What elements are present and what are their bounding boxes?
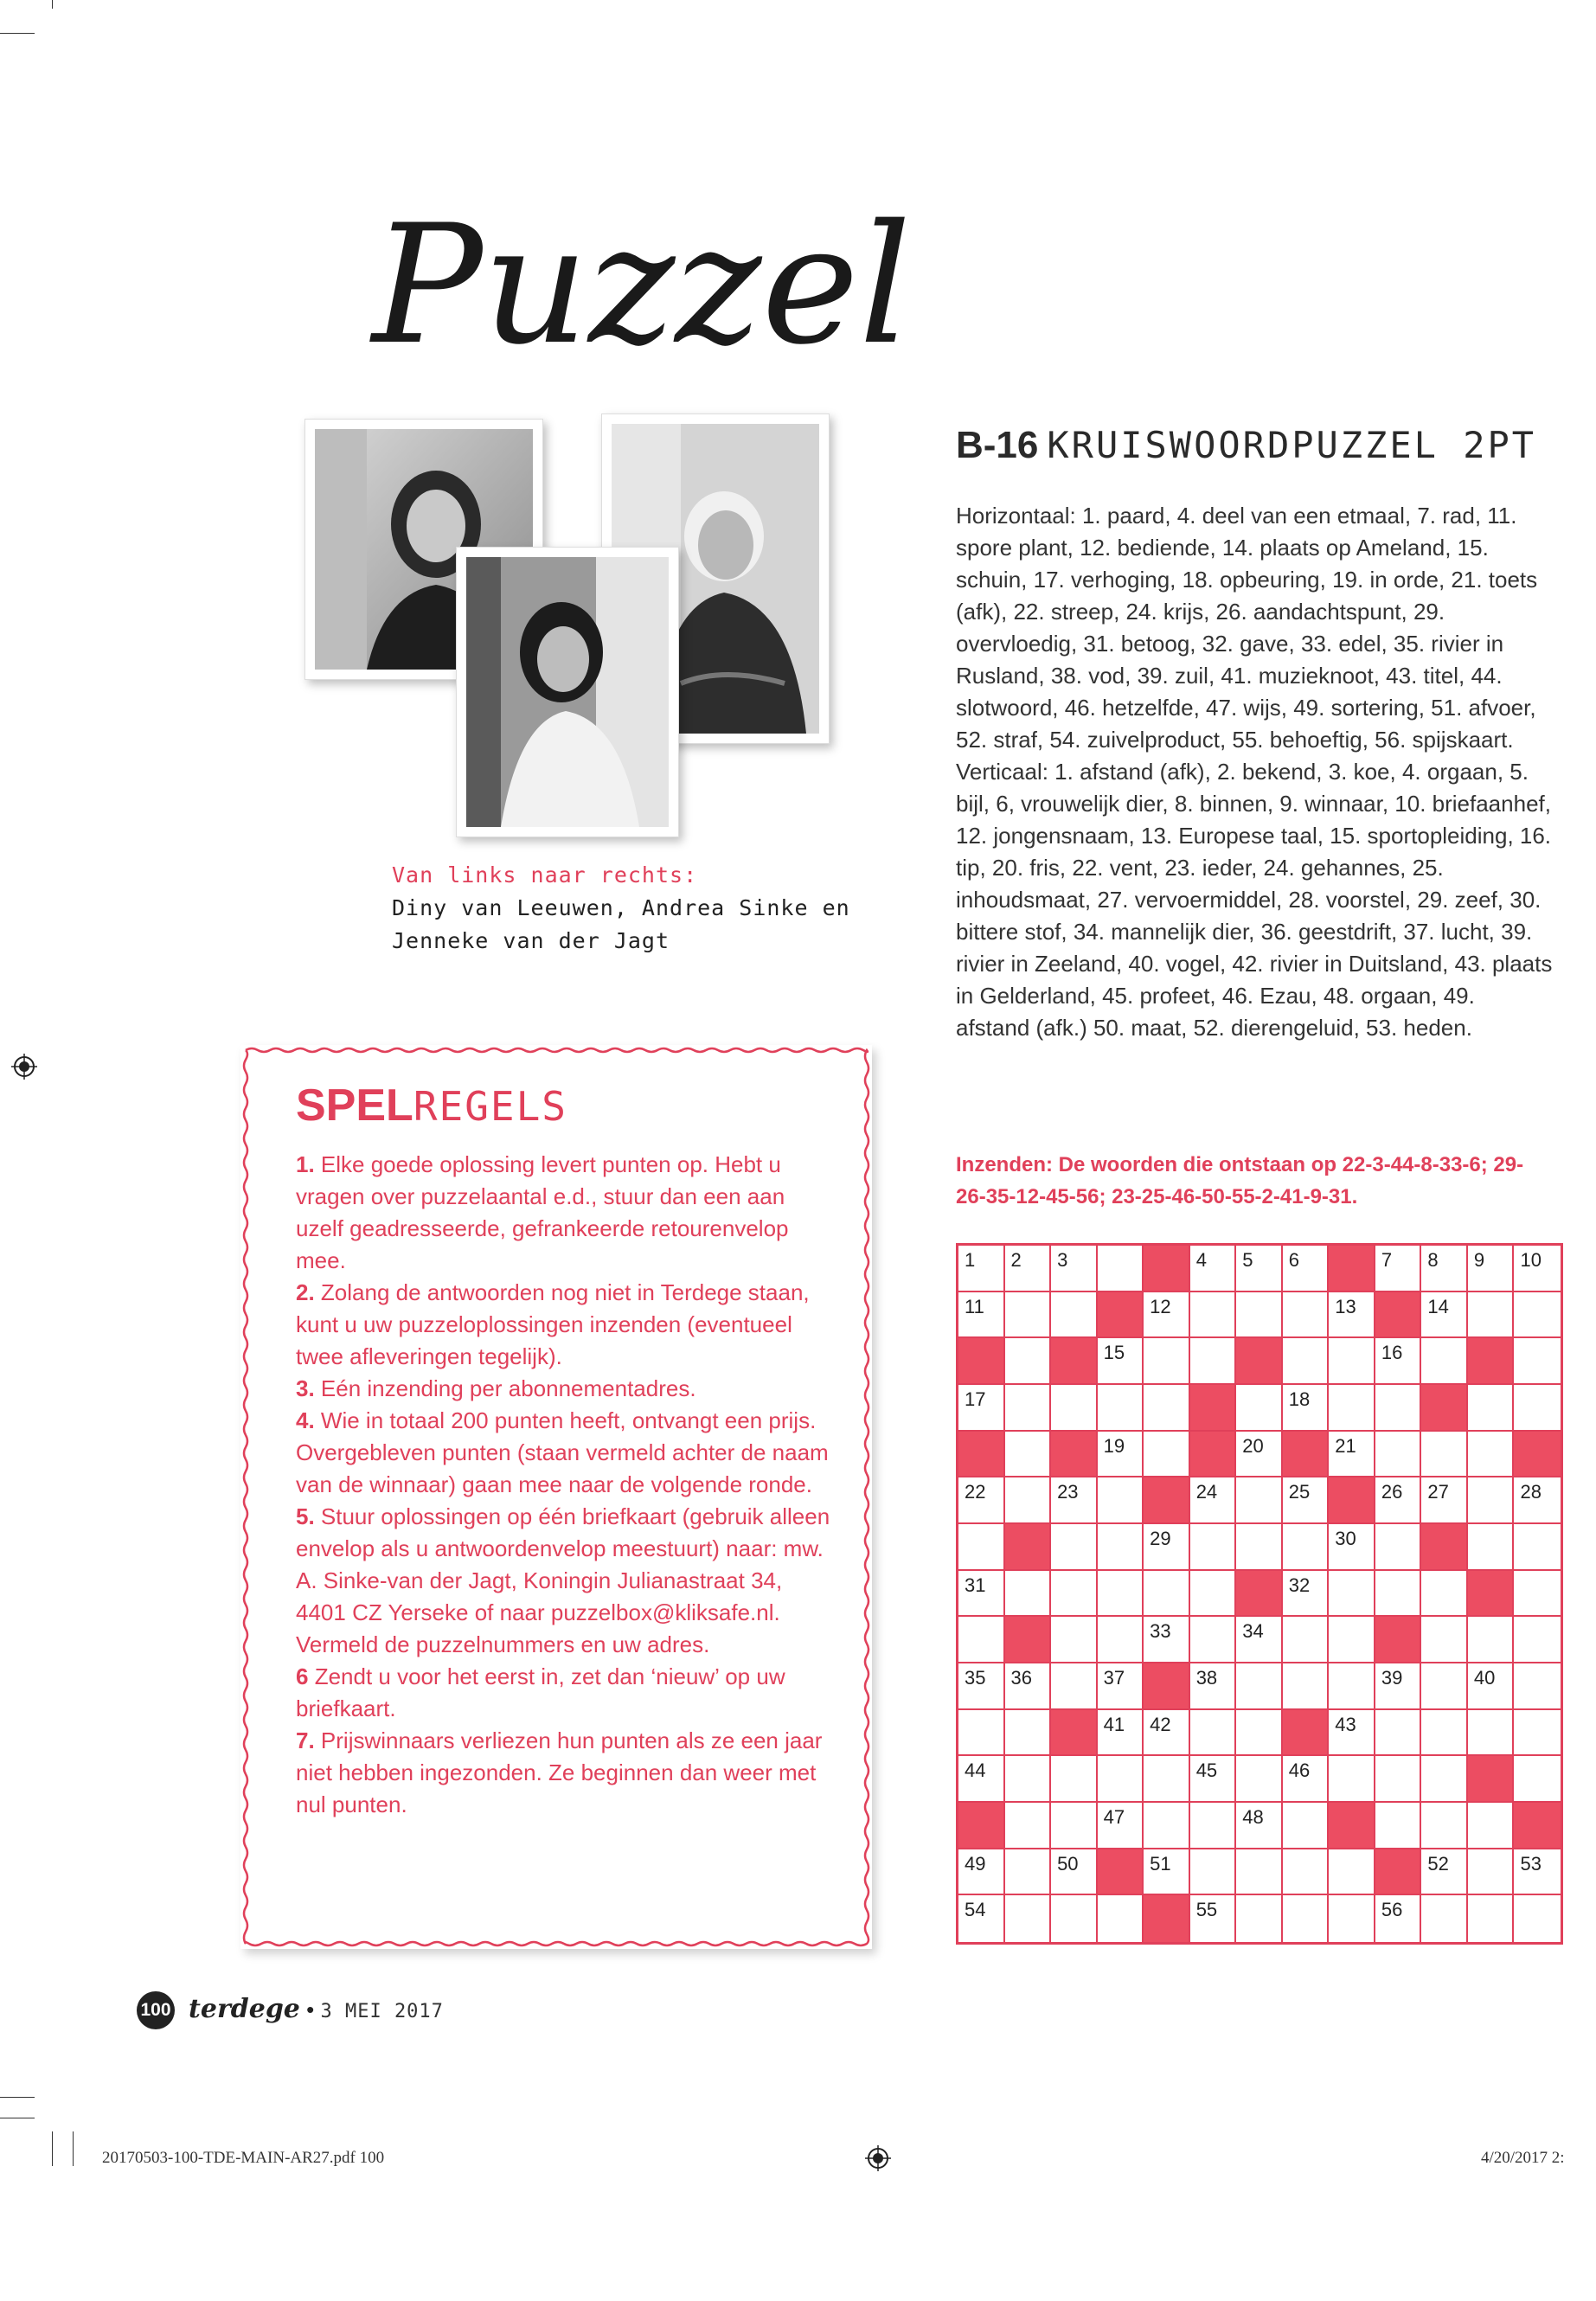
grid-cell[interactable] <box>1236 1246 1283 1292</box>
grid-cell[interactable] <box>1283 1617 1330 1663</box>
grid-cell[interactable] <box>1051 1246 1098 1292</box>
cell-number: 8 <box>1427 1249 1439 1271</box>
caption-line: Jenneke van der Jagt <box>392 928 670 953</box>
grid-cell-black <box>1190 1432 1237 1478</box>
grid-cell[interactable] <box>1468 1663 1515 1710</box>
puzzle-code: B-16 <box>956 424 1039 466</box>
grid-cell[interactable] <box>958 1292 1005 1339</box>
grid-cell[interactable] <box>1144 1385 1190 1432</box>
footer <box>189 1994 444 2024</box>
grid-cell[interactable] <box>1051 1895 1098 1942</box>
grid-cell-black <box>1236 1571 1283 1618</box>
cell-number: 51 <box>1150 1852 1171 1875</box>
grid-cell[interactable] <box>1236 1663 1283 1710</box>
grid-cell[interactable] <box>1098 1524 1144 1571</box>
grid-cell[interactable] <box>1236 1292 1283 1339</box>
grid-cell-black <box>1051 1710 1098 1757</box>
grid-cell[interactable] <box>1329 1432 1375 1478</box>
grid-cell[interactable] <box>1098 1385 1144 1432</box>
cell-number: 7 <box>1381 1249 1393 1271</box>
grid-cell[interactable] <box>1051 1292 1098 1339</box>
grid-cell[interactable] <box>1190 1895 1237 1942</box>
cell-number: 23 <box>1057 1481 1079 1503</box>
grid-cell[interactable] <box>1236 1849 1283 1896</box>
grid-cell[interactable] <box>1144 1849 1190 1896</box>
rules-title-bold: SPEL <box>296 1080 413 1131</box>
grid-cell[interactable] <box>1005 1803 1052 1849</box>
grid-cell[interactable] <box>1005 1571 1052 1618</box>
grid-cell[interactable] <box>1283 1895 1330 1942</box>
grid-cell[interactable] <box>1098 1477 1144 1524</box>
crop-mark <box>0 33 35 34</box>
grid-cell[interactable] <box>1283 1756 1330 1803</box>
grid-cell[interactable] <box>1468 1524 1515 1571</box>
cell-number: 12 <box>1150 1295 1171 1317</box>
grid-cell-black <box>1329 1246 1375 1292</box>
grid-cell-black <box>1329 1477 1375 1524</box>
grid-cell[interactable] <box>1236 1895 1283 1942</box>
cell-number: 30 <box>1335 1528 1356 1549</box>
grid-cell[interactable] <box>1421 1338 1468 1385</box>
grid-cell[interactable] <box>1098 1803 1144 1849</box>
cell-number: 38 <box>1195 1667 1218 1689</box>
grid-cell[interactable] <box>1421 1432 1468 1478</box>
grid-cell[interactable] <box>1005 1385 1052 1432</box>
grid-cell-black <box>1468 1338 1515 1385</box>
print-slug-stamp: 4/20/2017 2: <box>1481 2149 1565 2167</box>
grid-cell[interactable] <box>1375 1477 1422 1524</box>
grid-cell[interactable] <box>1468 1292 1515 1339</box>
puzzle-heading <box>956 424 1536 467</box>
grid-cell-black <box>958 1803 1005 1849</box>
grid-cell[interactable] <box>1005 1246 1052 1292</box>
grid-cell[interactable] <box>1421 1849 1468 1896</box>
cell-number: 41 <box>1103 1713 1125 1735</box>
grid-cell[interactable] <box>1005 1292 1052 1339</box>
grid-cell[interactable] <box>1375 1524 1422 1571</box>
grid-cell[interactable] <box>1005 1432 1052 1478</box>
grid-cell[interactable] <box>1236 1803 1283 1849</box>
grid-cell[interactable] <box>1329 1849 1375 1896</box>
grid-cell-black <box>1468 1571 1515 1618</box>
grid-cell[interactable] <box>1283 1663 1330 1710</box>
grid-cell[interactable] <box>1421 1246 1468 1292</box>
grid-cell-black <box>1144 1663 1190 1710</box>
grid-cell[interactable] <box>1468 1246 1515 1292</box>
rule-item: 4. Wie in totaal 200 punten heeft, ontvangt een prijs. Overgebleven punten (staan vermeld achter de naam van de winnaar) gaan mee naar de volgende ronde. <box>296 1407 829 1497</box>
grid-cell[interactable] <box>1283 1292 1330 1339</box>
cell-number: 1 <box>965 1249 976 1271</box>
rules-title <box>296 1080 567 1131</box>
rule-item: 7. Prijswinnaars verliezen hun punten als ze een jaar niet hebben ingezonden. Ze beginnen dan weer met nul punten. <box>296 1727 823 1817</box>
grid-cell[interactable] <box>1514 1849 1561 1896</box>
grid-cell[interactable] <box>1144 1571 1190 1618</box>
grid-cell[interactable] <box>1098 1895 1144 1942</box>
cell-number: 44 <box>965 1759 986 1782</box>
grid-cell[interactable] <box>1375 1663 1422 1710</box>
rule-item: 3. Eén inzending per abonnementadres. <box>296 1375 696 1401</box>
grid-cell[interactable] <box>1098 1617 1144 1663</box>
grid-cell[interactable] <box>1421 1895 1468 1942</box>
grid-cell[interactable] <box>1329 1571 1375 1618</box>
cell-number: 22 <box>965 1481 986 1503</box>
grid-cell-black <box>1514 1803 1561 1849</box>
grid-cell[interactable] <box>1514 1895 1561 1942</box>
grid-cell[interactable] <box>1098 1710 1144 1757</box>
registration-mark-icon <box>865 2145 891 2171</box>
rule-item: 2. Zolang de antwoorden nog niet in Terdege staan, kunt u uw puzzeloplossingen inzenden (eventueel twee afleveringen tegelijk). <box>296 1279 810 1369</box>
grid-cell[interactable] <box>1514 1663 1561 1710</box>
grid-cell[interactable] <box>1098 1663 1144 1710</box>
grid-cell[interactable] <box>1236 1477 1283 1524</box>
grid-cell[interactable] <box>958 1710 1005 1757</box>
cell-number: 45 <box>1195 1759 1218 1782</box>
grid-cell[interactable] <box>958 1246 1005 1292</box>
grid-cell[interactable] <box>1283 1849 1330 1896</box>
cell-number: 6 <box>1288 1249 1300 1271</box>
grid-cell[interactable] <box>1005 1663 1052 1710</box>
grid-cell[interactable] <box>1236 1432 1283 1478</box>
grid-cell[interactable] <box>1421 1803 1468 1849</box>
rule-item: 5. Stuur oplossingen op één briefkaart (gebruik alleen envelop als u antwoordenvelop meestuurt) naar: mw. A. Sinke-van der Jagt, Koningin Julianastraat 34, 4401 CZ Yerseke of naar puzzelbox@kliksafe.nl. Vermeld de puzzelnummers en uw adres. <box>296 1503 830 1657</box>
grid-cell-black <box>1098 1292 1144 1339</box>
crop-mark <box>52 2131 53 2166</box>
grid-cell[interactable] <box>1421 1756 1468 1803</box>
grid-cell[interactable] <box>1051 1849 1098 1896</box>
crop-mark <box>0 2097 35 2098</box>
grid-cell[interactable] <box>1051 1571 1098 1618</box>
grid-cell[interactable] <box>1051 1663 1098 1710</box>
cell-number: 10 <box>1520 1249 1542 1271</box>
grid-cell[interactable] <box>1190 1756 1237 1803</box>
cell-number: 35 <box>965 1667 986 1689</box>
cell-number: 32 <box>1288 1574 1311 1596</box>
grid-cell[interactable] <box>1421 1617 1468 1663</box>
cell-number: 40 <box>1473 1667 1496 1689</box>
grid-cell[interactable] <box>1005 1756 1052 1803</box>
page-number: 100 <box>137 1991 175 2029</box>
cell-number: 49 <box>965 1852 986 1875</box>
cell-number: 43 <box>1335 1713 1356 1735</box>
cell-number: 14 <box>1427 1295 1449 1317</box>
grid-cell-black <box>1190 1385 1237 1432</box>
grid-cell[interactable] <box>1051 1477 1098 1524</box>
grid-cell[interactable] <box>1283 1571 1330 1618</box>
grid-cell[interactable] <box>1514 1571 1561 1618</box>
grid-cell[interactable] <box>1375 1571 1422 1618</box>
grid-cell-black <box>1005 1524 1052 1571</box>
grid-cell[interactable] <box>1375 1803 1422 1849</box>
grid-cell[interactable] <box>1375 1385 1422 1432</box>
cell-number: 46 <box>1288 1759 1311 1782</box>
grid-cell[interactable] <box>1329 1710 1375 1757</box>
grid-cell[interactable] <box>1468 1895 1515 1942</box>
grid-cell[interactable] <box>1144 1432 1190 1478</box>
grid-cell[interactable] <box>1329 1292 1375 1339</box>
grid-cell[interactable] <box>1421 1710 1468 1757</box>
cell-number: 33 <box>1150 1620 1171 1643</box>
photo-andrea <box>456 547 679 837</box>
grid-cell[interactable] <box>1329 1524 1375 1571</box>
crop-mark <box>52 0 53 9</box>
issue-date: 3 MEI 2017 <box>320 2001 444 2022</box>
clues-horizontal: Horizontaal: 1. paard, 4. deel van een etmaal, 7. rad, 11. spore plant, 12. bediende, 14. plaats op Ameland, 15. schuin, 17. verhoging, 18. opbeuring, 19. in orde, 21. toets (afk), 22. streep, 24. krijs, 26. aandachtspunt, 29. overvloedig, 31. betoog, 32. gave, 33. edel, 35. rivier in Rusland, 38. vod, 39. zuil, 41. muzieknoot, 43. titel, 44. slotwoord, 46. hetzelfde, 47. wijs, 49. sortering, 51. afvoer, 52. straf, 54. zuivelproduct, 55. behoeftig, 56. spijskaart. <box>956 503 1538 753</box>
cell-number: 13 <box>1335 1295 1356 1317</box>
grid-cell[interactable] <box>1144 1524 1190 1571</box>
cell-number: 4 <box>1195 1249 1207 1271</box>
cell-number: 19 <box>1103 1434 1125 1457</box>
grid-cell[interactable] <box>1144 1710 1190 1757</box>
grid-cell[interactable] <box>1283 1385 1330 1432</box>
grid-cell[interactable] <box>1468 1432 1515 1478</box>
grid-cell[interactable] <box>1375 1756 1422 1803</box>
grid-cell[interactable] <box>1005 1338 1052 1385</box>
grid-cell[interactable] <box>958 1895 1005 1942</box>
grid-cell-black <box>1098 1849 1144 1896</box>
grid-cell[interactable] <box>1514 1292 1561 1339</box>
grid-cell[interactable] <box>1375 1246 1422 1292</box>
grid-cell[interactable] <box>1005 1895 1052 1942</box>
grid-cell[interactable] <box>1329 1756 1375 1803</box>
grid-cell[interactable] <box>1190 1803 1237 1849</box>
photo-caption <box>392 859 876 958</box>
grid-cell[interactable] <box>1421 1663 1468 1710</box>
cell-number: 18 <box>1288 1388 1311 1410</box>
cell-number: 17 <box>965 1388 986 1410</box>
grid-cell[interactable] <box>1098 1571 1144 1618</box>
cell-number: 42 <box>1150 1713 1171 1735</box>
grid-cell[interactable] <box>1098 1756 1144 1803</box>
grid-cell[interactable] <box>1190 1617 1237 1663</box>
grid-cell[interactable] <box>1144 1338 1190 1385</box>
cell-number: 53 <box>1520 1852 1542 1875</box>
cell-number: 27 <box>1427 1481 1449 1503</box>
grid-cell-black <box>1375 1292 1422 1339</box>
caption-line: Diny van Leeuwen, Andrea Sinke en <box>392 895 850 920</box>
grid-cell[interactable] <box>1283 1803 1330 1849</box>
cell-number: 48 <box>1242 1806 1264 1828</box>
grid-cell-black <box>1514 1432 1561 1478</box>
cell-number: 56 <box>1381 1899 1403 1921</box>
grid-cell[interactable] <box>1514 1756 1561 1803</box>
grid-cell[interactable] <box>1514 1710 1561 1757</box>
cell-number: 5 <box>1242 1249 1253 1271</box>
cell-number: 29 <box>1150 1528 1171 1549</box>
grid-cell[interactable] <box>1514 1385 1561 1432</box>
grid-cell[interactable] <box>958 1617 1005 1663</box>
cell-number: 25 <box>1288 1481 1311 1503</box>
grid-cell-black <box>1283 1432 1330 1478</box>
grid-cell[interactable] <box>1375 1338 1422 1385</box>
cell-number: 37 <box>1103 1667 1125 1689</box>
grid-cell[interactable] <box>1144 1292 1190 1339</box>
grid-cell-black <box>958 1338 1005 1385</box>
cell-number: 16 <box>1381 1342 1403 1364</box>
grid-cell[interactable] <box>1236 1756 1283 1803</box>
grid-cell[interactable] <box>1283 1524 1330 1571</box>
grid-cell[interactable] <box>1468 1849 1515 1896</box>
grid-cell[interactable] <box>1468 1803 1515 1849</box>
grid-cell[interactable] <box>1098 1246 1144 1292</box>
grid-cell[interactable] <box>1514 1477 1561 1524</box>
grid-cell[interactable] <box>1514 1246 1561 1292</box>
grid-cell[interactable] <box>958 1663 1005 1710</box>
grid-cell-black <box>958 1432 1005 1478</box>
cell-number: 28 <box>1520 1481 1542 1503</box>
grid-cell[interactable] <box>1051 1803 1098 1849</box>
puzzle-name: KRUISWOORDPUZZEL 2PT <box>1047 424 1537 466</box>
cell-number: 26 <box>1381 1481 1403 1503</box>
cell-number: 54 <box>965 1899 986 1921</box>
grid-cell[interactable] <box>1236 1710 1283 1757</box>
grid-cell-black <box>1144 1246 1190 1292</box>
grid-cell[interactable] <box>958 1756 1005 1803</box>
grid-cell[interactable] <box>1005 1710 1052 1757</box>
rule-item: 1. Elke goede oplossing levert punten op. Hebt u vragen over puzzelaantal e.d., stuur dan een aan uzelf geadresseerde, gefrankeerde retourenvelop mee. <box>296 1151 789 1273</box>
cell-number: 11 <box>965 1295 984 1317</box>
grid-cell[interactable] <box>1329 1663 1375 1710</box>
grid-cell[interactable] <box>1190 1710 1237 1757</box>
grid-cell[interactable] <box>1236 1385 1283 1432</box>
grid-cell[interactable] <box>1468 1617 1515 1663</box>
page-title <box>363 169 912 394</box>
grid-cell[interactable] <box>1329 1895 1375 1942</box>
brand-logo: terdege <box>189 1994 300 2024</box>
grid-cell[interactable] <box>1468 1477 1515 1524</box>
clues-vertical: Verticaal: 1. afstand (afk), 2. bekend, 3. koe, 4. orgaan, 5. bijl, 6, vrouwelijk dier, 8. binnen, 9. winnaar, 10. briefaanhef, 12. jongensnaam, 13. Europese taal, 15. sportopleiding, 16. tip, 20. fris, 22. vent, 23. ieder, 24. gehannes, 25. inhoudsmaat, 27. vervoermiddel, 28. voorstel, 29. zeef, 30. bittere stof, 34. mannelijk dier, 36. geestdrift, 37. lucht, 39. rivier in Zeeland, 40. vogel, 42. rivier in Duitsland, 43. plaats in Gelderland, 45. profeet, 46. Ezau, 48. orgaan, 49. afstand (afk.) 50. maat, 52. dierengeluid, 53. heden. <box>956 759 1553 1041</box>
grid-cell[interactable] <box>1514 1617 1561 1663</box>
grid-cell-black <box>1051 1432 1098 1478</box>
grid-cell[interactable] <box>1190 1246 1237 1292</box>
grid-cell-black <box>1421 1385 1468 1432</box>
grid-cell-black <box>1283 1710 1330 1757</box>
cell-number: 36 <box>1010 1667 1033 1689</box>
grid-cell[interactable] <box>1190 1292 1237 1339</box>
cell-number: 55 <box>1195 1899 1218 1921</box>
cell-number: 47 <box>1103 1806 1125 1828</box>
grid-cell[interactable] <box>1190 1571 1237 1618</box>
caption-lead: Van links naar rechts: <box>392 862 698 888</box>
grid-cell[interactable] <box>1144 1803 1190 1849</box>
cell-number: 9 <box>1473 1249 1485 1271</box>
grid-cell[interactable] <box>1329 1338 1375 1385</box>
grid-cell[interactable] <box>1421 1292 1468 1339</box>
grid-cell[interactable] <box>1190 1477 1237 1524</box>
grid-cell[interactable] <box>1421 1477 1468 1524</box>
grid-cell[interactable] <box>1283 1338 1330 1385</box>
grid-cell-black <box>1236 1338 1283 1385</box>
grid-cell[interactable] <box>958 1524 1005 1571</box>
grid-cell[interactable] <box>1236 1617 1283 1663</box>
rules-box <box>240 1045 872 1949</box>
footer-dot: • <box>306 1997 315 2022</box>
grid-cell[interactable] <box>1329 1617 1375 1663</box>
grid-cell-black <box>1375 1849 1422 1896</box>
cell-number: 24 <box>1195 1481 1218 1503</box>
grid-cell[interactable] <box>1375 1710 1422 1757</box>
grid-cell-black <box>1051 1338 1098 1385</box>
grid-cell[interactable] <box>958 1385 1005 1432</box>
grid-cell[interactable] <box>958 1849 1005 1896</box>
cell-number: 15 <box>1103 1342 1125 1364</box>
rules-list <box>296 1149 832 1821</box>
registration-mark-icon <box>11 1054 37 1080</box>
rules-title-thin: REGELS <box>413 1083 567 1130</box>
grid-cell[interactable] <box>1098 1338 1144 1385</box>
grid-cell-black <box>1468 1756 1515 1803</box>
cell-number: 21 <box>1335 1434 1356 1457</box>
cell-number: 50 <box>1057 1852 1079 1875</box>
grid-cell[interactable] <box>1190 1663 1237 1710</box>
grid-cell[interactable] <box>1051 1385 1098 1432</box>
cell-number: 3 <box>1057 1249 1068 1271</box>
grid-cell[interactable] <box>1051 1524 1098 1571</box>
rule-item: 6 Zendt u voor het eerst in, zet dan ‘nieuw’ op uw briefkaart. <box>296 1663 785 1721</box>
grid-cell[interactable] <box>1375 1432 1422 1478</box>
grid-cell[interactable] <box>1144 1617 1190 1663</box>
puzzle-clues <box>956 500 1553 1044</box>
grid-cell[interactable] <box>958 1477 1005 1524</box>
cell-number: 2 <box>1010 1249 1022 1271</box>
page-title-text: Puzzel <box>372 189 912 381</box>
crop-mark <box>73 2131 74 2166</box>
grid-cell[interactable] <box>1005 1477 1052 1524</box>
grid-cell[interactable] <box>1283 1477 1330 1524</box>
grid-cell[interactable] <box>1098 1432 1144 1478</box>
grid-cell[interactable] <box>958 1571 1005 1618</box>
grid-cell-black <box>1375 1617 1422 1663</box>
grid-cell[interactable] <box>1144 1756 1190 1803</box>
crossword-grid <box>956 1243 1563 1945</box>
grid-cell[interactable] <box>1190 1524 1237 1571</box>
grid-cell-black <box>1421 1524 1468 1571</box>
grid-cell[interactable] <box>1051 1617 1098 1663</box>
grid-cell[interactable] <box>1468 1710 1515 1757</box>
grid-cell[interactable] <box>1236 1524 1283 1571</box>
grid-cell-black <box>1144 1477 1190 1524</box>
grid-cell[interactable] <box>1051 1756 1098 1803</box>
grid-cell[interactable] <box>1329 1385 1375 1432</box>
print-slug-file: 20170503-100-TDE-MAIN-AR27.pdf 100 <box>102 2149 385 2167</box>
cell-number: 20 <box>1242 1434 1264 1457</box>
cell-number: 39 <box>1381 1667 1403 1689</box>
grid-cell-black <box>1329 1803 1375 1849</box>
grid-cell[interactable] <box>1190 1338 1237 1385</box>
grid-cell[interactable] <box>1514 1338 1561 1385</box>
grid-cell-black <box>1144 1895 1190 1942</box>
grid-cell[interactable] <box>1190 1849 1237 1896</box>
grid-cell[interactable] <box>1005 1849 1052 1896</box>
cell-number: 31 <box>965 1574 986 1596</box>
grid-cell[interactable] <box>1514 1524 1561 1571</box>
grid-cell[interactable] <box>1468 1385 1515 1432</box>
grid-cell[interactable] <box>1283 1246 1330 1292</box>
submit-instructions: Inzenden: De woorden die ontstaan op 22-3-44-8-33-6; 29-26-35-12-45-56; 23-25-46-50-55-2-41-9-31. <box>956 1153 1524 1208</box>
cell-number: 52 <box>1427 1852 1449 1875</box>
grid-cell[interactable] <box>1375 1895 1422 1942</box>
cell-number: 34 <box>1242 1620 1264 1643</box>
grid-cell-black <box>1005 1617 1052 1663</box>
grid-cell[interactable] <box>1421 1571 1468 1618</box>
